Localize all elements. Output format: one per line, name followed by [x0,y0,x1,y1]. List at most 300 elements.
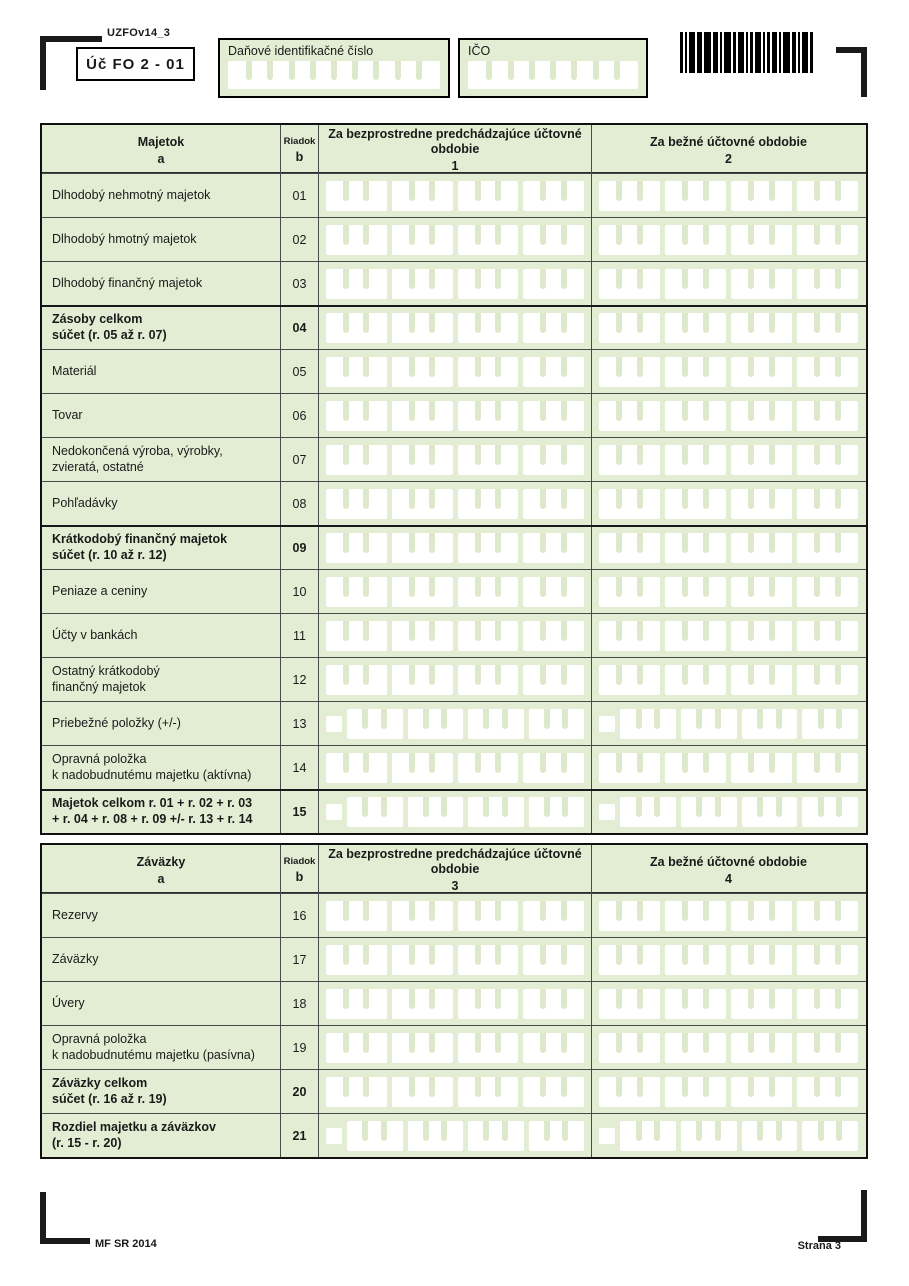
digit-group[interactable] [599,533,660,563]
digit-group[interactable] [523,269,584,299]
digit-group[interactable] [797,989,858,1019]
row-number: 12 [280,658,318,701]
corner-mark-bottom-left-vertical [40,1192,46,1244]
cell-divider [769,533,775,553]
cell-divider [363,357,369,377]
cell-divider [429,945,435,965]
digit-group[interactable] [797,577,858,607]
cell-divider [616,989,622,1009]
digit-group[interactable] [599,577,660,607]
cell-divider [814,577,820,597]
digit-group[interactable] [731,533,792,563]
digit-group[interactable] [731,989,792,1019]
table-row [42,305,866,349]
digit-group[interactable] [665,225,726,255]
digit-group[interactable] [458,489,519,519]
table-row [42,261,866,305]
digit-group[interactable] [523,1033,584,1063]
amount-field-current-period[interactable] [591,218,865,261]
cell-divider [769,1077,775,1097]
cell-divider [475,401,481,421]
digit-group[interactable] [797,181,858,211]
digit-group[interactable] [458,753,519,783]
digit-group[interactable] [797,901,858,931]
digit-group[interactable] [665,577,726,607]
digit-group[interactable] [620,797,676,827]
cell-divider [562,797,568,817]
amount-field-previous-period[interactable] [318,262,591,305]
amount-field-previous-period[interactable] [318,482,591,525]
amount-field-current-period[interactable] [591,527,865,569]
digit-group[interactable] [665,753,726,783]
digit-group[interactable] [523,533,584,563]
cell-divider [373,61,379,80]
digit-group[interactable] [458,269,519,299]
amount-field-current-period[interactable] [591,938,865,981]
cell-divider [636,1121,642,1141]
digit-group[interactable] [523,665,584,695]
amount-field-previous-period[interactable] [318,218,591,261]
digit-group[interactable] [523,753,584,783]
cell-divider [769,445,775,465]
sign-box[interactable] [326,1128,342,1144]
amount-field-previous-period[interactable] [318,350,591,393]
digit-group[interactable] [665,533,726,563]
digit-group[interactable] [665,269,726,299]
digit-group[interactable] [731,269,792,299]
digit-group[interactable] [458,357,519,387]
cell-divider [682,401,688,421]
amount-field-current-period[interactable] [591,982,865,1025]
digit-group[interactable] [523,445,584,475]
digit-group[interactable] [802,797,858,827]
digit-group[interactable] [458,945,519,975]
digit-group[interactable] [392,1033,453,1063]
digit-group[interactable] [665,945,726,975]
cell-divider [835,533,841,553]
cell-divider [637,401,643,421]
amount-field-previous-period[interactable] [318,614,591,657]
digit-group[interactable] [797,269,858,299]
digit-group[interactable] [742,797,798,827]
digit-group[interactable] [468,797,524,827]
cell-divider [814,1077,820,1097]
digit-group[interactable] [742,1121,798,1151]
digit-group[interactable] [665,445,726,475]
digit-group[interactable] [599,989,660,1019]
cell-divider [495,665,501,685]
amount-field-current-period[interactable] [591,1070,865,1113]
cell-divider [636,709,642,729]
digit-group[interactable] [523,181,584,211]
cell-divider [616,753,622,773]
cell-divider [748,445,754,465]
digit-group[interactable] [408,1121,464,1151]
digit-group[interactable] [523,621,584,651]
digit-group[interactable] [599,225,660,255]
amount-field-previous-period[interactable] [318,938,591,981]
digit-group[interactable] [523,357,584,387]
table-row [42,893,866,937]
digit-group[interactable] [797,621,858,651]
cell-divider [748,1077,754,1097]
amount-field-previous-period[interactable] [318,438,591,481]
digit-group[interactable] [599,753,660,783]
digit-group[interactable] [599,489,660,519]
digit-group[interactable] [731,225,792,255]
cell-divider [495,753,501,773]
digit-group[interactable] [731,901,792,931]
digit-group[interactable] [599,1077,660,1107]
digit-group[interactable] [326,489,387,519]
digit-group[interactable] [458,1033,519,1063]
amount-field-current-period[interactable] [591,791,865,833]
digit-group[interactable] [529,709,585,739]
digit-group[interactable] [665,181,726,211]
cell-divider [776,709,782,729]
digit-group[interactable] [797,313,858,343]
cell-divider [835,489,841,509]
amount-field-current-period[interactable] [591,482,865,525]
cell-divider [343,753,349,773]
digit-group[interactable] [392,577,453,607]
digit-group[interactable] [731,945,792,975]
digit-group[interactable] [681,797,737,827]
amount-field-previous-period[interactable] [318,894,591,937]
cell-divider [703,665,709,685]
digit-group[interactable] [523,489,584,519]
digit-group[interactable] [347,797,403,827]
amount-field-previous-period[interactable] [318,1114,591,1157]
digit-group[interactable] [392,533,453,563]
amount-field-current-period[interactable] [591,894,865,937]
digit-group[interactable] [347,1121,403,1151]
amount-field-current-period[interactable] [591,614,865,657]
digit-group[interactable] [529,797,585,827]
cell-divider [769,753,775,773]
digit-group[interactable] [523,901,584,931]
digit-group[interactable] [326,577,387,607]
digit-group[interactable] [797,945,858,975]
cell-divider [343,945,349,965]
sign-box[interactable] [599,716,615,732]
amount-field-previous-period[interactable] [318,702,591,745]
digit-group[interactable] [458,313,519,343]
digit-group[interactable] [326,1033,387,1063]
row-number: 11 [280,614,318,657]
digit-group[interactable] [665,489,726,519]
cell-divider [495,225,501,245]
digit-group[interactable] [742,709,798,739]
digit-group[interactable] [458,225,519,255]
digit-group[interactable] [529,1121,585,1151]
cell-divider [703,225,709,245]
digit-group[interactable] [458,1077,519,1107]
digit-group[interactable] [665,665,726,695]
amount-field-previous-period[interactable] [318,746,591,789]
cell-divider [637,313,643,333]
digit-group[interactable] [523,945,584,975]
cell-divider [561,225,567,245]
digit-group[interactable] [392,269,453,299]
digit-group[interactable] [797,401,858,431]
digit-group[interactable] [665,901,726,931]
digit-group[interactable] [681,1121,737,1151]
digit-group[interactable] [797,1033,858,1063]
ico-label: IČO [468,44,491,58]
cell-divider [748,621,754,641]
digit-group[interactable] [731,1033,792,1063]
digit-group[interactable] [665,357,726,387]
cell-divider [475,445,481,465]
digit-group[interactable] [458,989,519,1019]
cell-divider [682,269,688,289]
digit-group[interactable] [458,401,519,431]
digit-group[interactable] [347,709,403,739]
digit-group[interactable] [665,1077,726,1107]
digit-group[interactable] [458,901,519,931]
row-label: Záväzky celkom súčet (r. 16 až r. 19) [52,1075,167,1106]
digit-group[interactable] [523,577,584,607]
digit-group[interactable] [326,901,387,931]
digit-group[interactable] [797,489,858,519]
digit-group[interactable] [392,357,453,387]
cell-divider [835,945,841,965]
sign-box[interactable] [326,716,342,732]
cell-divider [703,533,709,553]
cell-divider [814,489,820,509]
digit-group[interactable] [681,709,737,739]
amount-field-current-period[interactable] [591,570,865,613]
digit-group[interactable] [731,621,792,651]
digit-group[interactable] [665,621,726,651]
digit-group[interactable] [392,1077,453,1107]
digit-group[interactable] [731,401,792,431]
digit-group[interactable] [326,313,387,343]
amount-field-previous-period[interactable] [318,1026,591,1069]
digit-group[interactable] [797,753,858,783]
digit-group[interactable] [458,665,519,695]
digit-group[interactable] [326,1077,387,1107]
digit-group[interactable] [731,577,792,607]
cell-divider [715,1121,721,1141]
sign-box[interactable] [599,1128,615,1144]
amount-field-current-period[interactable] [591,1026,865,1069]
digit-group[interactable] [731,665,792,695]
ico-input[interactable] [468,61,638,89]
digit-group[interactable] [665,989,726,1019]
cell-divider [343,621,349,641]
digit-group[interactable] [392,945,453,975]
amount-field-previous-period[interactable] [318,1070,591,1113]
amount-field-previous-period[interactable] [318,527,591,569]
row-number: 06 [280,394,318,437]
amount-field-current-period[interactable] [591,262,865,305]
amount-field-current-period[interactable] [591,658,865,701]
table-row [42,525,866,569]
digit-group[interactable] [599,945,660,975]
barcode-icon [680,32,813,73]
digit-group[interactable] [599,269,660,299]
cell-divider [748,945,754,965]
digit-group[interactable] [392,665,453,695]
cell-divider [835,357,841,377]
amount-field-previous-period[interactable] [318,791,591,833]
cell-divider [289,61,295,80]
cell-divider [495,313,501,333]
row-number: 08 [280,482,318,525]
cell-divider [561,489,567,509]
digit-group[interactable] [392,401,453,431]
digit-group[interactable] [392,901,453,931]
digit-group[interactable] [802,1121,858,1151]
digit-group[interactable] [408,709,464,739]
digit-group[interactable] [731,313,792,343]
digit-group[interactable] [392,489,453,519]
digit-group[interactable] [731,181,792,211]
digit-group[interactable] [665,313,726,343]
cell-divider [696,1121,702,1141]
digit-group[interactable] [392,753,453,783]
amount-field-current-period[interactable] [591,350,865,393]
digit-group[interactable] [599,1033,660,1063]
digit-group[interactable] [523,1077,584,1107]
cell-divider [703,621,709,641]
amount-field-current-period[interactable] [591,746,865,789]
tax-id-input[interactable] [228,61,440,89]
digit-group[interactable] [731,1077,792,1107]
digit-group[interactable] [326,269,387,299]
digit-group[interactable] [523,313,584,343]
amount-field-previous-period[interactable] [318,570,591,613]
digit-group[interactable] [731,489,792,519]
digit-group[interactable] [326,401,387,431]
cell-divider [561,989,567,1009]
digit-group[interactable] [620,1121,676,1151]
sign-box[interactable] [599,804,615,820]
digit-group[interactable] [326,989,387,1019]
digit-group[interactable] [599,621,660,651]
amount-field-current-period[interactable] [591,1114,865,1157]
digit-group[interactable] [326,621,387,651]
cell-divider [814,945,820,965]
digit-group[interactable] [523,989,584,1019]
digit-group[interactable] [458,577,519,607]
cell-divider [475,225,481,245]
digit-group[interactable] [326,225,387,255]
digit-group[interactable] [458,445,519,475]
amount-field-previous-period[interactable] [318,658,591,701]
amount-field-previous-period[interactable] [318,174,591,217]
digit-group[interactable] [408,797,464,827]
digit-group[interactable] [392,225,453,255]
digit-group[interactable] [326,665,387,695]
digit-group[interactable] [326,181,387,211]
digit-group[interactable] [599,445,660,475]
digit-group[interactable] [797,357,858,387]
digit-group[interactable] [665,1033,726,1063]
header-col-a: Záväzky a [136,854,186,886]
digit-group[interactable] [731,753,792,783]
digit-group[interactable] [599,401,660,431]
digit-group[interactable] [326,945,387,975]
cell-divider [409,621,415,641]
amount-field-previous-period[interactable] [318,307,591,349]
sign-box[interactable] [326,804,342,820]
cell-divider [703,401,709,421]
cell-divider [696,709,702,729]
digit-group[interactable] [468,709,524,739]
digit-group[interactable] [326,445,387,475]
digit-group[interactable] [458,181,519,211]
digit-group[interactable] [599,665,660,695]
digit-group[interactable] [326,753,387,783]
amount-field-current-period[interactable] [591,438,865,481]
digit-group[interactable] [731,357,792,387]
amount-field-current-period[interactable] [591,174,865,217]
digit-group[interactable] [326,357,387,387]
cell-divider [343,577,349,597]
digit-group[interactable] [731,445,792,475]
digit-group[interactable] [797,445,858,475]
cell-divider [409,181,415,201]
amount-field-current-period[interactable] [591,394,865,437]
header-col-a: Majetok a [137,134,185,166]
row-number: 07 [280,438,318,481]
cell-divider [381,1121,387,1141]
cell-divider [429,989,435,1009]
digit-group[interactable] [797,533,858,563]
cell-divider [495,269,501,289]
cell-divider [495,401,501,421]
digit-group[interactable] [392,313,453,343]
digit-group[interactable] [392,445,453,475]
amount-field-previous-period[interactable] [318,982,591,1025]
digit-group[interactable] [599,181,660,211]
digit-group[interactable] [392,989,453,1019]
digit-group[interactable] [599,901,660,931]
digit-group[interactable] [665,401,726,431]
row-number: 03 [280,262,318,305]
amount-field-previous-period[interactable] [318,394,591,437]
digit-group[interactable] [620,709,676,739]
cell-divider [637,1033,643,1053]
cell-divider [362,709,368,729]
digit-group[interactable] [392,181,453,211]
digit-group[interactable] [458,621,519,651]
cell-divider [508,61,514,80]
digit-group[interactable] [468,1121,524,1151]
cell-divider [616,665,622,685]
digit-group[interactable] [797,665,858,695]
header-col-current-period: Za bežné účtovné obdobie 4 [591,845,865,896]
cell-divider [310,61,316,80]
amount-field-current-period[interactable] [591,307,865,349]
digit-group[interactable] [523,225,584,255]
digit-group[interactable] [802,709,858,739]
digit-group[interactable] [392,621,453,651]
digit-group[interactable] [458,533,519,563]
digit-group[interactable] [797,225,858,255]
digit-group[interactable] [599,313,660,343]
amount-field-current-period[interactable] [591,702,865,745]
cell-divider [540,533,546,553]
digit-group[interactable] [599,357,660,387]
digit-group[interactable] [523,401,584,431]
digit-group[interactable] [326,533,387,563]
digit-group[interactable] [797,1077,858,1107]
cell-divider [814,357,820,377]
